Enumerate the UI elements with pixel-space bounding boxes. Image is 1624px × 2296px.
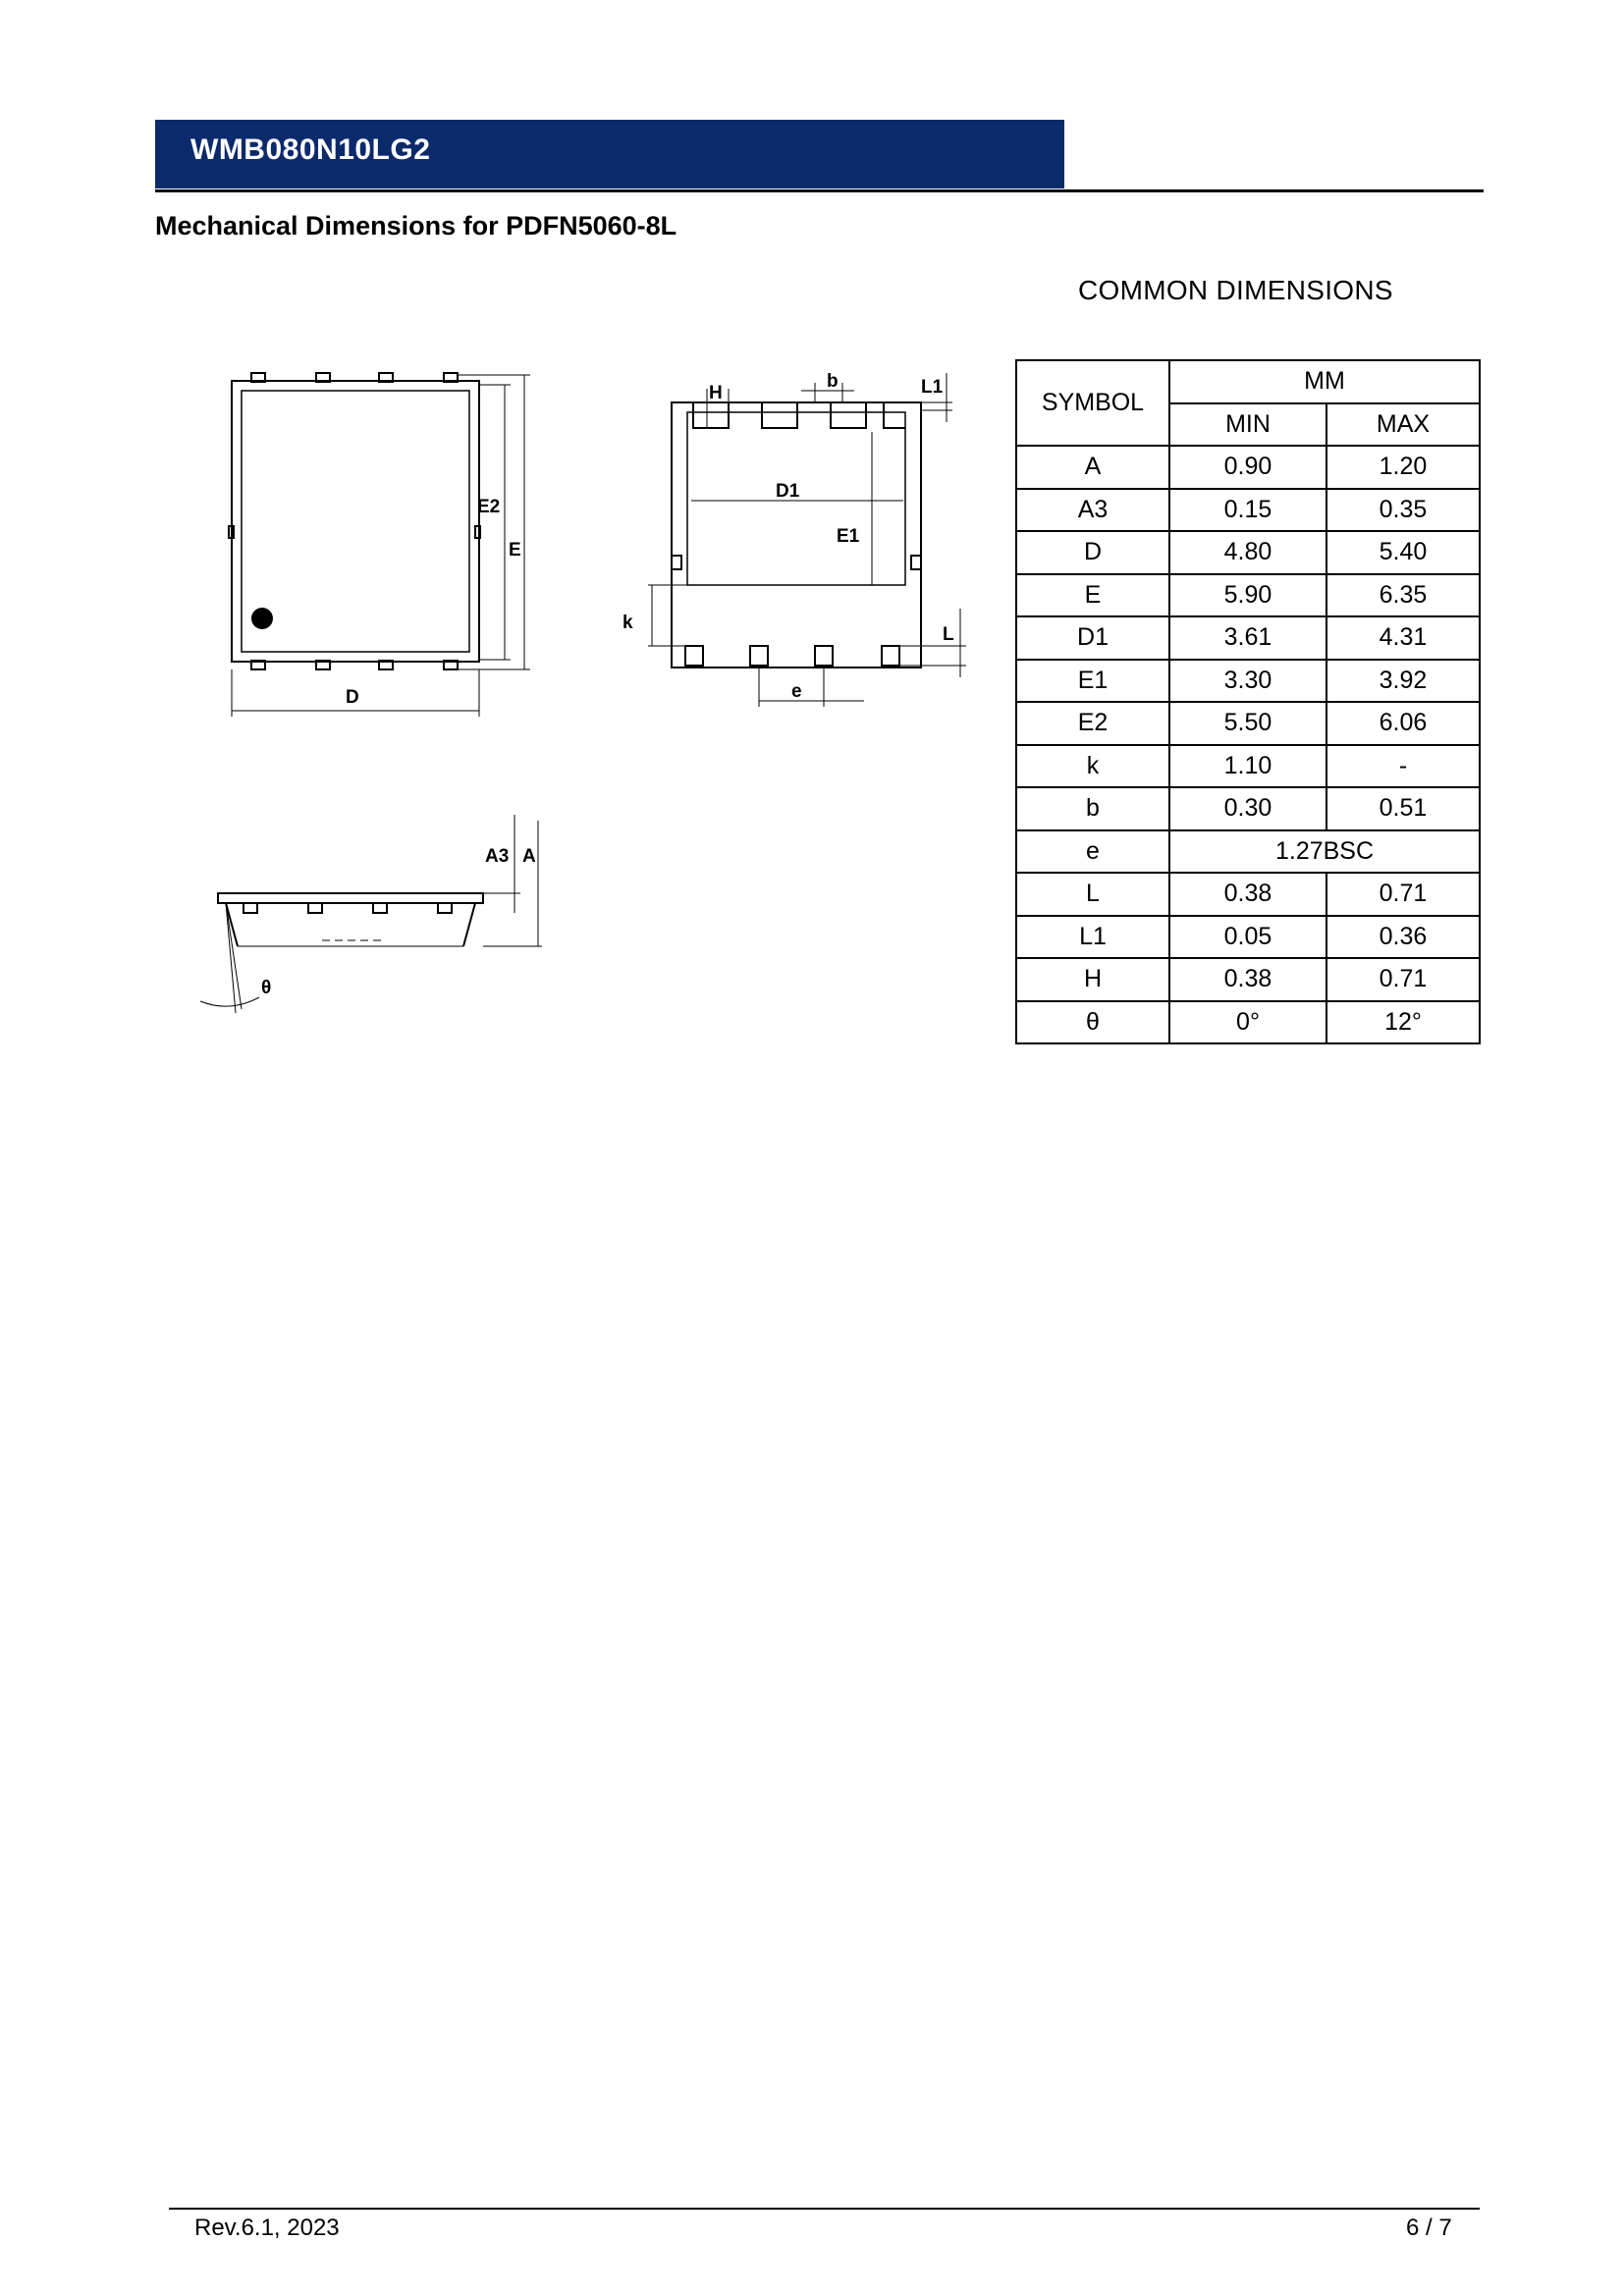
label-a: A xyxy=(522,846,536,867)
min-cell: 5.90 xyxy=(1169,574,1326,617)
label-e2: E2 xyxy=(477,497,501,517)
min-cell: 3.30 xyxy=(1169,660,1326,703)
max-cell: 0.71 xyxy=(1326,958,1480,1001)
revision-text: Rev.6.1, 2023 xyxy=(194,2215,340,2241)
min-cell: 0.30 xyxy=(1169,787,1326,830)
symbol-cell: E1 xyxy=(1016,660,1169,703)
max-cell: 5.40 xyxy=(1326,531,1480,574)
footer-rule xyxy=(169,2208,1480,2210)
label-k: k xyxy=(623,613,633,633)
page-number: 6 / 7 xyxy=(1406,2215,1452,2241)
symbol-cell: H xyxy=(1016,958,1169,1001)
max-cell: 6.06 xyxy=(1326,702,1480,745)
symbol-cell: L1 xyxy=(1016,916,1169,959)
symbol-cell: E2 xyxy=(1016,702,1169,745)
max-cell: 0.35 xyxy=(1326,489,1480,532)
max-cell: 6.35 xyxy=(1326,574,1480,617)
bottom-view-drawing xyxy=(648,373,966,707)
symbol-cell: E xyxy=(1016,574,1169,617)
min-cell: 0.90 xyxy=(1169,446,1326,489)
min-cell: 0.05 xyxy=(1169,916,1326,959)
symbol-cell: D xyxy=(1016,531,1169,574)
max-cell: - xyxy=(1326,745,1480,788)
min-cell: 0.38 xyxy=(1169,873,1326,916)
unit-header: MM xyxy=(1169,360,1480,403)
table-title: COMMON DIMENSIONS xyxy=(1078,275,1393,305)
max-cell: 12° xyxy=(1326,1001,1480,1044)
max-cell: 1.20 xyxy=(1326,446,1480,489)
symbol-cell: L xyxy=(1016,873,1169,916)
label-d-top: D xyxy=(346,687,359,708)
pin1-marker xyxy=(251,608,273,629)
label-theta: θ xyxy=(261,978,272,998)
min-cell: 0° xyxy=(1169,1001,1326,1044)
min-cell: 1.10 xyxy=(1169,745,1326,788)
label-d1: D1 xyxy=(776,481,800,502)
label-e1: E1 xyxy=(837,526,860,547)
label-e-pitch: e xyxy=(791,681,802,702)
label-h: H xyxy=(709,383,723,403)
top-view-drawing xyxy=(229,373,530,717)
min-cell: 3.61 xyxy=(1169,616,1326,660)
symbol-cell: e xyxy=(1016,830,1169,874)
min-cell: 0.15 xyxy=(1169,489,1326,532)
symbol-header: SYMBOL xyxy=(1016,360,1169,446)
max-header: MAX xyxy=(1326,403,1480,447)
max-cell: 0.36 xyxy=(1326,916,1480,959)
max-cell: 0.51 xyxy=(1326,787,1480,830)
part-number-title: WMB080N10LG2 xyxy=(190,133,431,166)
section-title: Mechanical Dimensions for PDFN5060-8L xyxy=(155,211,677,240)
label-l1: L1 xyxy=(921,377,944,398)
symbol-cell: A3 xyxy=(1016,489,1169,532)
min-header: MIN xyxy=(1169,403,1326,447)
side-view-drawing xyxy=(200,815,542,1013)
symbol-cell: b xyxy=(1016,787,1169,830)
max-cell: 4.31 xyxy=(1326,616,1480,660)
symbol-cell: θ xyxy=(1016,1001,1169,1044)
max-cell: 3.92 xyxy=(1326,660,1480,703)
label-a3: A3 xyxy=(485,846,510,867)
symbol-cell: A xyxy=(1016,446,1169,489)
min-cell: 5.50 xyxy=(1169,702,1326,745)
label-l: L xyxy=(943,624,954,645)
label-e-top: E xyxy=(509,540,521,561)
label-b: b xyxy=(827,371,839,392)
value-span-cell: 1.27BSC xyxy=(1169,830,1480,874)
symbol-cell: k xyxy=(1016,745,1169,788)
min-cell: 4.80 xyxy=(1169,531,1326,574)
max-cell: 0.71 xyxy=(1326,873,1480,916)
symbol-cell: D1 xyxy=(1016,616,1169,660)
min-cell: 0.38 xyxy=(1169,958,1326,1001)
